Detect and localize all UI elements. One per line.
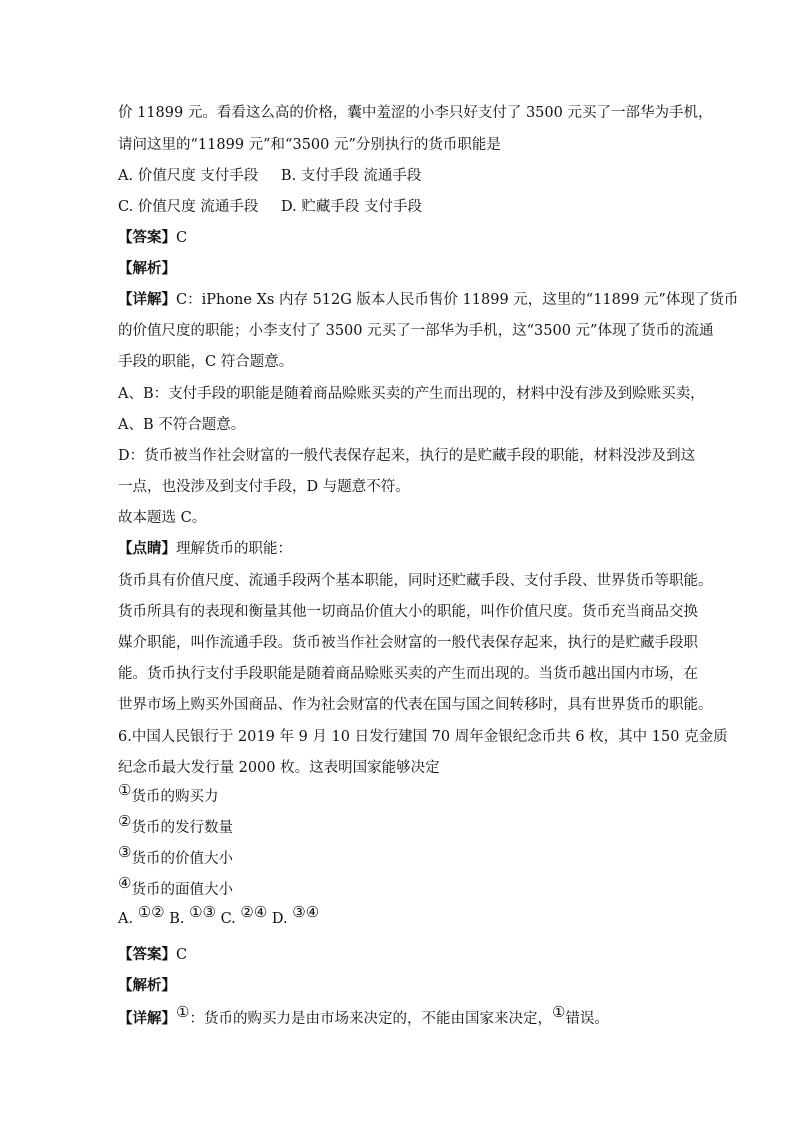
item-text: 货币的面值大小: [131, 882, 233, 898]
q6-item-4: [118, 874, 233, 900]
q6-answer: [118, 945, 187, 965]
detail-label: 【详解】: [118, 291, 176, 308]
q6-detail-line: [118, 1003, 609, 1029]
item-number: ③: [118, 843, 132, 861]
q5-tip-line-3: 媒介职能，叫作流通手段。货币被当作社会财富的一般代表保存起来，执行的是贮藏手段职: [118, 635, 698, 651]
q5-analysis-label: 【解析】: [118, 260, 176, 277]
detail-mark: ①: [176, 1003, 190, 1021]
q5-tip-line-1: 货币具有价值尺度、流通手段两个基本职能，同时还贮藏手段、支付手段、世界货币等职能。: [118, 573, 713, 589]
q5-tip-line-2: 货币所具有的表现和衡量其他一切商品价值大小的职能，叫作价值尺度。货币充当商品交换: [118, 604, 698, 620]
q5-stem-line-1: 价 11899 元。看看这么高的价格，囊中羞涩的小李只好支付了 3500 元买了一部华为手机，: [118, 105, 713, 121]
item-number: ④: [118, 874, 132, 892]
q5-detail-line-3: 手段的职能，C 符合题意。: [118, 354, 294, 370]
detail-text: ：货币的购买力是由市场来决定的，不能由国家来决定，: [189, 1011, 552, 1027]
detail-end: 错误。: [565, 1011, 609, 1027]
q6-option-c-value: ②④: [240, 903, 268, 921]
q6-option-d-label: D.: [271, 911, 288, 927]
detail-mark: ①: [551, 1003, 566, 1021]
item-text: 货币的购买力: [131, 789, 219, 805]
q5-option-a: A. 价值尺度 支付手段: [118, 168, 259, 184]
q6-item-2: [118, 812, 233, 838]
q6-option-d-value: ③④: [292, 903, 320, 921]
q5-stem-line-2: 请问这里的“11899 元”和“3500 元”分别执行的货币职能是: [118, 137, 501, 153]
q5-detail-line-5: A、B 不符合题意。: [118, 417, 246, 433]
q6-option-a-value: ①②: [137, 903, 165, 921]
q6-option-c-label: C.: [220, 911, 236, 927]
detail-label: 【详解】: [118, 1010, 176, 1027]
tip-label: 【点睛】: [118, 540, 176, 557]
item-text: 货币的价值大小: [131, 851, 233, 867]
answer-label: 【答案】: [118, 229, 176, 246]
answer-value: C: [176, 947, 188, 963]
q6-stem-line-1: 6.中国人民银行于 2019 年 9 月 10 日发行建国 70 周年金银纪念币共 6 枚，其中 150 克金质: [118, 729, 728, 745]
q6-analysis-label: 【解析】: [118, 977, 176, 994]
q5-tip-heading: [118, 539, 292, 559]
q6-options-row: [118, 903, 320, 929]
q6-option-b-label: B.: [169, 911, 185, 927]
q6-item-1: [118, 781, 219, 807]
q5-detail-line-6: D：货币被当作社会财富的一般代表保存起来，执行的是贮藏手段的职能，材料没涉及到这: [118, 448, 696, 464]
q5-detail-line-8: 故本题选 C。: [118, 510, 207, 526]
q6-stem-line-2: 纪念币最大发行量 2000 枚。这表明国家能够决定: [118, 760, 440, 776]
q6-option-b-value: ①③: [189, 903, 216, 921]
q6-option-a-label: A.: [118, 911, 134, 927]
q5-detail-line-7: 一点，也没涉及到支付手段，D 与题意不符。: [118, 479, 410, 495]
q5-option-b: B. 支付手段 流通手段: [280, 168, 422, 184]
q6-item-3: [118, 843, 233, 869]
q5-answer: [118, 228, 187, 248]
q5-detail-line-4: A、B：支付手段的职能是随着商品赊账买卖的产生而出现的，材料中没有涉及到赊账买卖，: [118, 386, 705, 402]
q5-tip-line-4: 能。货币执行支付手段职能是随着商品赊账买卖的产生而出现的。当货币越出国内市场，在: [118, 666, 698, 682]
tip-title: 理解货币的职能：: [176, 541, 292, 557]
q5-detail-line-1: [118, 290, 738, 310]
answer-label: 【答案】: [118, 946, 176, 963]
item-number: ②: [118, 812, 132, 830]
q5-options-row-2: [118, 197, 422, 217]
q5-options-row-1: [118, 166, 421, 186]
q5-detail-line-2: 的价值尺度的职能；小李支付了 3500 元买了一部华为手机，这“3500 元”体现了货币的流通: [118, 323, 714, 339]
answer-value: C: [176, 230, 188, 246]
item-number: ①: [118, 781, 132, 799]
q5-tip-line-5: 世界市场上购买外国商品、作为社会财富的代表在国与国之间转移时，具有世界货币的职能。: [118, 697, 713, 713]
q5-option-d: D. 贮藏手段 支付手段: [281, 199, 422, 215]
detail-text: C：iPhone Xs 内存 512G 版本人民币售价 11899 元，这里的“11899 元”体现了货币: [176, 292, 739, 308]
item-text: 货币的发行数量: [131, 820, 233, 836]
q5-option-c: C. 价值尺度 流通手段: [118, 199, 259, 215]
